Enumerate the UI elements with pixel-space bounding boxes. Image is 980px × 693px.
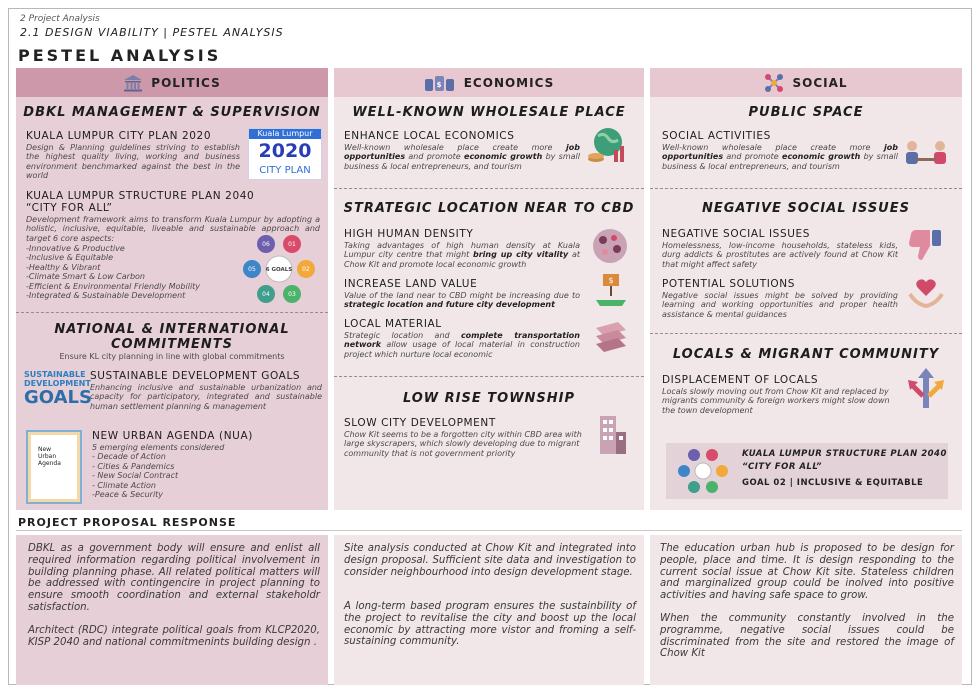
low-rise-building-icon xyxy=(596,414,628,456)
svg-text:$: $ xyxy=(608,276,614,285)
logo-year-text: 2020 xyxy=(258,140,312,162)
book-title xyxy=(38,446,61,467)
klsp-subtitle: KUALA LUMPUR STRUCTURE PLAN 2040 xyxy=(26,190,255,202)
card-goal: GOAL 02 | INCLUSIVE & EQUITABLE xyxy=(742,478,924,488)
slow-development-subtitle: SLOW CITY DEVELOPMENT xyxy=(344,417,496,429)
locals-migrant-heading: LOCALS & MIGRANT COMMUNITY xyxy=(672,347,940,362)
economics-response-p1: Site analysis conducted at Chow Kit and integrated into design proposal. Sufficient site data and investigation to consider neighbourhood into design development stage. xyxy=(344,543,636,578)
economics-header xyxy=(334,68,644,97)
land-value-icon xyxy=(594,272,628,308)
people-meeting-icon xyxy=(902,138,950,170)
sdg-subtitle: SUSTAINABLE DEVELOPMENT GOALS xyxy=(90,370,301,382)
diagram-label: 06 xyxy=(262,241,270,248)
thumbs-down-icon xyxy=(908,226,944,262)
nua-item: - Climate Action xyxy=(92,480,156,490)
politics-response-p1: DBKL as a government body will ensure and enlist all required information regarding political involvement in building planning phase. All related political matters will be addressed with contingencire in project planning to ensure smooth coordination and external stakeholdr satisfaction. xyxy=(28,543,320,613)
card-subtitle: “CITY FOR ALL” xyxy=(742,462,823,472)
nua-item: - Decade of Action xyxy=(92,452,166,462)
social-label: SOCIAL xyxy=(792,75,848,90)
money-bags-icon xyxy=(424,73,456,93)
politics-response xyxy=(16,535,328,685)
land-value-description: Value of the land near to CBD might be increasing due to strategic location and future city development xyxy=(344,291,580,310)
nua-item: - Cities & Pandemics xyxy=(92,461,175,471)
social-response-p2: When the community constantly involved in the programme, negative social issues could be discriminated from the site and restored the image of Chow Kit xyxy=(660,613,954,660)
response-divider xyxy=(16,530,962,531)
economics-column xyxy=(334,68,644,510)
goal-item: -Climate Smart & Low Carbon xyxy=(26,272,145,282)
low-rise-heading: LOW RISE TOWNSHIP xyxy=(402,391,576,406)
card-title: KUALA LUMPUR STRUCTURE PLAN 2040 xyxy=(742,449,947,459)
density-description: Taking advantages of high human density at Kuala Lumpur city centre that might bring up city vitality at Chow Kit and promote local economic growth xyxy=(344,241,580,269)
displacement-subtitle: DISPLACEMENT OF LOCALS xyxy=(662,374,819,386)
goal-item: -Healthy & Vibrant xyxy=(26,262,101,272)
goal-item: -Integrated & Sustainable Development xyxy=(26,291,186,301)
nua-item: 5 emerging elements considered xyxy=(92,443,225,452)
people-network-icon xyxy=(764,73,784,93)
breadcrumb: 2 Project Analysis xyxy=(20,14,100,24)
svg-text:$: $ xyxy=(436,80,443,89)
section-divider xyxy=(650,188,962,189)
diagram-label: 05 xyxy=(248,266,256,273)
nua-item: -Peace & Security xyxy=(92,490,164,500)
sdg-description: Enhancing inclusive and sustainable urbanization and capacity for participatory, integrated and sustainable human settlement planning & management xyxy=(90,383,322,411)
diagram-label: 01 xyxy=(288,241,296,248)
six-goals-mini-icon xyxy=(674,447,734,495)
local-material-subtitle: LOCAL MATERIAL xyxy=(344,318,442,330)
sdg-logo-line-1: SUSTAINABLE xyxy=(24,370,86,379)
economics-response xyxy=(334,535,644,685)
book-title-line: Agenda xyxy=(38,460,61,467)
wholesale-heading: WELL-KNOWN WHOLESALE PLACE xyxy=(352,105,626,120)
klcp-description: Design & Planning guidelines striving to establish the highest quality living, working and business environment benchmarked against the best in the world xyxy=(26,143,240,181)
new-urban-agenda-book xyxy=(26,430,82,504)
economics-label: ECONOMICS xyxy=(463,75,555,90)
response-title: PROJECT PROPOSAL RESPONSE xyxy=(18,516,237,529)
book-title-line: New xyxy=(38,446,52,453)
diagram-label: 04 xyxy=(262,291,270,298)
commitments-heading-1: NATIONAL & INTERNATIONAL xyxy=(54,322,290,337)
diagram-label: 03 xyxy=(288,291,296,298)
dbkl-heading: DBKL MANAGEMENT & SUPERVISION xyxy=(23,105,321,120)
social-activities-subtitle: SOCIAL ACTIVITIES xyxy=(662,130,771,142)
sdg-logo-line-2: DEVELOPMENT xyxy=(24,379,91,388)
section-divider xyxy=(16,312,328,313)
nua-item: - New Social Contract xyxy=(92,471,179,481)
displacement-description: Locals slowly moving out from Chow Kit and replaced by migrants community & foreign workers might slow down the town development xyxy=(662,387,890,415)
politics-column xyxy=(16,68,328,510)
social-response-p1: The education urban hub is proposed to be design for people, place and time. It is design responding to the current social issue at Chow Kit site. Stateless children and marginalized group could be inolved into positive activities and having safe space to grow. xyxy=(660,543,954,602)
local-economics-description: Well-known wholesale place create more job opportunities and promote economic growth by small business & local entrepreneurs, and tourism xyxy=(344,143,580,171)
nua-list xyxy=(92,443,292,499)
book-title-line: Urban xyxy=(38,453,57,460)
section-subtitle: 2.1 DESIGN VIABILITY | PESTEL ANALYSIS xyxy=(20,26,284,39)
sdg-logo-line-3: GOALS xyxy=(24,387,92,408)
social-column xyxy=(650,68,962,510)
section-divider xyxy=(334,188,644,189)
klcp-subtitle: KUALA LUMPUR CITY PLAN 2020 xyxy=(26,130,212,142)
public-space-heading: PUBLIC SPACE xyxy=(748,105,864,120)
solutions-description: Negative social issues might be solved by providing learning and working opportunities and proper health assistance & mental guidances xyxy=(662,291,898,319)
diagram-label: 02 xyxy=(302,266,310,273)
slow-development-description: Chow Kit seems to be a forgotten city within CBD area with large skyscrapers, which slowly developing due to migrant community that is not government priority xyxy=(344,430,582,458)
page-title: PESTEL ANALYSIS xyxy=(18,46,222,65)
politics-response-p2: Architect (RDC) integrate political goals from KLCP2020, KISP 2040 and national commitmenints building design . xyxy=(28,625,320,648)
six-goals-diagram xyxy=(234,232,322,306)
commitments-heading-2: COMMITMENTS xyxy=(110,337,234,352)
logo-top-text: Kuala Lumpur xyxy=(249,129,321,139)
issues-description: Homelessness, low-income households, stateless kids, durg addicts & prostitutes are actively found at Chow Kit that might affect safety xyxy=(662,241,898,269)
issues-subtitle: NEGATIVE SOCIAL ISSUES xyxy=(662,228,810,240)
commitments-intro: Ensure KL city planning in line with global commitments xyxy=(59,352,285,361)
diagram-center: 6 GOALS xyxy=(265,267,293,273)
nua-subtitle: NEW URBAN AGENDA (NUA) xyxy=(92,430,253,442)
local-material-description: Strategic location and complete transportation network allow usage of local material in construction project which nurture local economic xyxy=(344,331,580,359)
globe-growth-icon xyxy=(586,126,630,166)
sdg-logo xyxy=(24,370,92,422)
kl-city-plan-logo xyxy=(248,128,322,180)
goal-item: -Inclusive & Equitable xyxy=(26,253,114,263)
section-divider xyxy=(334,376,644,377)
goal-item: -Efficient & Environmental Friendly Mobility xyxy=(26,281,201,291)
split-arrows-icon xyxy=(906,368,946,410)
klsp-goal-card xyxy=(666,443,948,499)
density-subtitle: HIGH HUMAN DENSITY xyxy=(344,228,474,240)
klsp-tagline: “CITY FOR ALL” xyxy=(26,202,113,214)
government-building-icon xyxy=(123,73,143,93)
economics-response-p2: A long-term based program ensures the sustainbility of the project to revitalise the city and boost up the local economic by attracting more vistor and froming a self-sustaining community. xyxy=(344,601,636,648)
klsp-goals-list xyxy=(26,244,236,300)
negative-issues-heading: NEGATIVE SOCIAL ISSUES xyxy=(702,201,910,216)
logo-bottom-text: CITY PLAN xyxy=(259,165,311,176)
solutions-subtitle: POTENTIAL SOLUTIONS xyxy=(662,278,796,290)
heart-hands-icon xyxy=(908,274,944,310)
politics-label: POLITICS xyxy=(151,75,221,90)
timber-planks-icon xyxy=(592,318,630,356)
section-divider xyxy=(650,333,962,334)
social-activities-description: Well-known wholesale place create more job opportunities and promote economic growth by small business & local entrepreneurs, and tourism xyxy=(662,143,898,171)
strategic-location-heading: STRATEGIC LOCATION NEAR TO CBD xyxy=(343,201,635,216)
social-header xyxy=(650,68,962,97)
crowd-density-icon xyxy=(592,228,628,264)
politics-header xyxy=(16,68,328,97)
land-value-subtitle: INCREASE LAND VALUE xyxy=(344,278,478,290)
klsp-description: Development framework aims to transform Kuala Lumpur by adopting a holistic, inclusive, equitable, liveable and sustainable approach and target 6 core aspects: xyxy=(26,215,320,243)
goal-item: -Innovative & Productive xyxy=(26,244,125,253)
local-economics-subtitle: ENHANCE LOCAL ECONOMICS xyxy=(344,130,515,142)
social-response xyxy=(650,535,962,685)
